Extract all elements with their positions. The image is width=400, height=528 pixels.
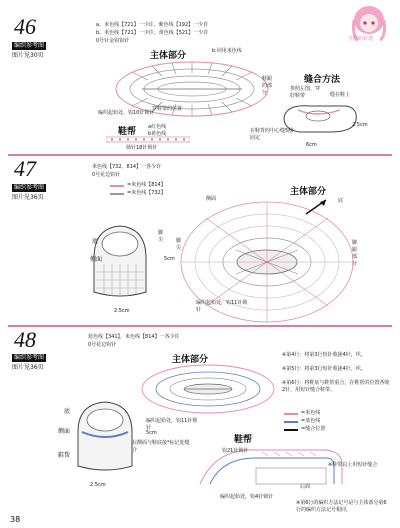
legend-1-swatch [110, 185, 124, 187]
legend-1-label: =米色线【814】 [127, 182, 166, 188]
section-47-divider [8, 325, 392, 327]
section-47-label-sole: 底 [92, 238, 99, 245]
section-48-note-2: ※第5行：将第3行短针收拢4针，织。 [282, 366, 366, 372]
section-47-yarn: 米色线【732、814】一各少许 [92, 164, 162, 170]
section-46-ref-label: 编织参考图 [14, 42, 45, 49]
section-47-main-title: 主体部分 [290, 187, 327, 197]
section-47-dim-height: 5cm [164, 256, 175, 262]
section-46-heel-label: 鞋帮 [118, 127, 137, 137]
section-47-hook: 0号花边钩针 [92, 172, 121, 178]
section-48-note-5: ※第6行的编织方法记号是与主体部分第6行的编织方法记号相同。 [296, 500, 387, 513]
section-48-dim-width: 2.5cm [90, 482, 106, 488]
section-48-legend-sew [284, 426, 325, 433]
section-48-legend-blue [284, 418, 320, 425]
section-46-divider [8, 154, 392, 156]
section-46-hook: 0号针金钩钩针 [96, 38, 130, 44]
legend-blue-label: =蓝色线 [301, 418, 321, 424]
section-46-heel-chain: 锁针18针锁针 [126, 145, 158, 151]
section-48-legend-beige [284, 410, 320, 417]
section-48-hook: 0号花边钩针 [88, 342, 117, 348]
section-48-start-note2: 在侧面与鞋底接*标记处缝合 [132, 440, 190, 453]
section-46-start-note: 编织起始处，钩10针锁针 [98, 110, 155, 116]
section-48-main-title: 主体部分 [172, 355, 209, 365]
section-48-heel-chain: 钩21针锁针 [222, 448, 249, 454]
section-46-sew-center: 在鞋背的中心缝5圈固定 [250, 128, 294, 141]
section-46-yarn-a: a、米色线【721】一少许、紫色线【192】一少许 [96, 22, 209, 28]
legend-beige-label: =米色线 [301, 410, 321, 416]
section-47-label-sideface: 侧面 [90, 256, 103, 263]
section-47-label-toe: 脚尖 [176, 238, 182, 251]
section-48-note-1: ※第4行：将第3行短针收拢4针，织。 [282, 352, 366, 358]
section-46-heel-a: a红色线 [148, 124, 167, 130]
legend-beige-swatch [284, 413, 298, 415]
section-48-label-side: 侧面 [58, 428, 71, 435]
section-46-ref-page: 图片见30页 [12, 52, 44, 59]
section-48-ref-label: 编织参考图 [14, 354, 45, 361]
section-48-label-heel: 鞋帮 [58, 452, 71, 459]
section-47-legend-1 [110, 182, 166, 189]
section-47-label-heel: 脚尖 [158, 230, 164, 243]
section-46-main-title: 主体部分 [150, 51, 187, 61]
section-46-yarn-b: b、米色线【721】一少许、黄色线【521】一少许 [96, 30, 209, 36]
section-46-heel-b: b黄色线 [148, 131, 167, 137]
section-48-heel-strap-chart [196, 444, 346, 492]
section-48-heel-start: 编织起始处，钩4针锁针 [220, 494, 274, 500]
section-46-heel-note: 鞋跟的部分 [262, 76, 273, 96]
section-47-legend-2 [110, 190, 166, 197]
legend-blue-swatch [284, 421, 298, 423]
section-48-start-note: 编织起始处，钩11针锁针 [146, 418, 198, 431]
legend-sew-label: =缝合位置 [301, 426, 326, 432]
section-47-ref-page: 图片见36页 [12, 194, 44, 201]
section-47-dim-width: 2.5cm [114, 308, 130, 314]
legend-sew-swatch [284, 429, 298, 431]
section-47-ref-label: 编织参考图 [14, 184, 45, 191]
legend-2-swatch [110, 193, 124, 195]
section-48-ref-page: 图片见36页 [12, 364, 44, 371]
section-48-note-4: ※鞋带以上用短针缝合 [328, 462, 378, 468]
section-46-sew-note2: 缝在鞋上 [330, 92, 351, 98]
section-48-label-sole: 底 [64, 408, 71, 415]
section-48-label-back: 后面 [300, 484, 311, 490]
logo [346, 2, 392, 44]
section-46-dim-width: 6cm [306, 142, 317, 148]
legend-2-label: =米色线【732】 [127, 190, 166, 196]
section-48-number: 48 [14, 327, 36, 352]
section-48-slipper-sketch [70, 396, 140, 476]
section-48-oval-chart [138, 362, 278, 416]
section-47-label-side: 侧面 [206, 196, 217, 202]
section-48-dim-height: 5cm [146, 430, 157, 436]
section-46-dim-height: 2.5cm [352, 122, 368, 128]
section-48-note-3: ※第6行：将鞋底与鞋帮重合，在鞋帮的位置各收2针，用短针缝合鞋带。 [282, 380, 390, 393]
section-46-number: 46 [14, 14, 36, 39]
section-46-chain-strip [106, 136, 190, 144]
section-46-sew-note1: 参照左图，穿好鞋带 [290, 86, 321, 99]
section-46-sew-title: 缝合方法 [304, 75, 341, 85]
section-47-label-foot: 脚跟部分 [352, 240, 358, 267]
section-47-start-note: 编织起始处，钩11针锁针 [196, 300, 248, 313]
section-46-b-note: b.同用米色线 [212, 48, 242, 54]
section-47-label-sole-chart: 底 [338, 198, 344, 204]
section-46-hook-pos: 穿鞋带的位置 [152, 106, 183, 112]
section-48-heel-title: 鞋帮 [234, 435, 253, 445]
page-number: 38 [10, 515, 21, 524]
section-48-yarn: 蓝色线【341】、米色线【814】一各少许 [88, 334, 180, 340]
logo-text: 全能钩针谱 [348, 36, 374, 42]
section-47-number: 47 [14, 156, 36, 181]
